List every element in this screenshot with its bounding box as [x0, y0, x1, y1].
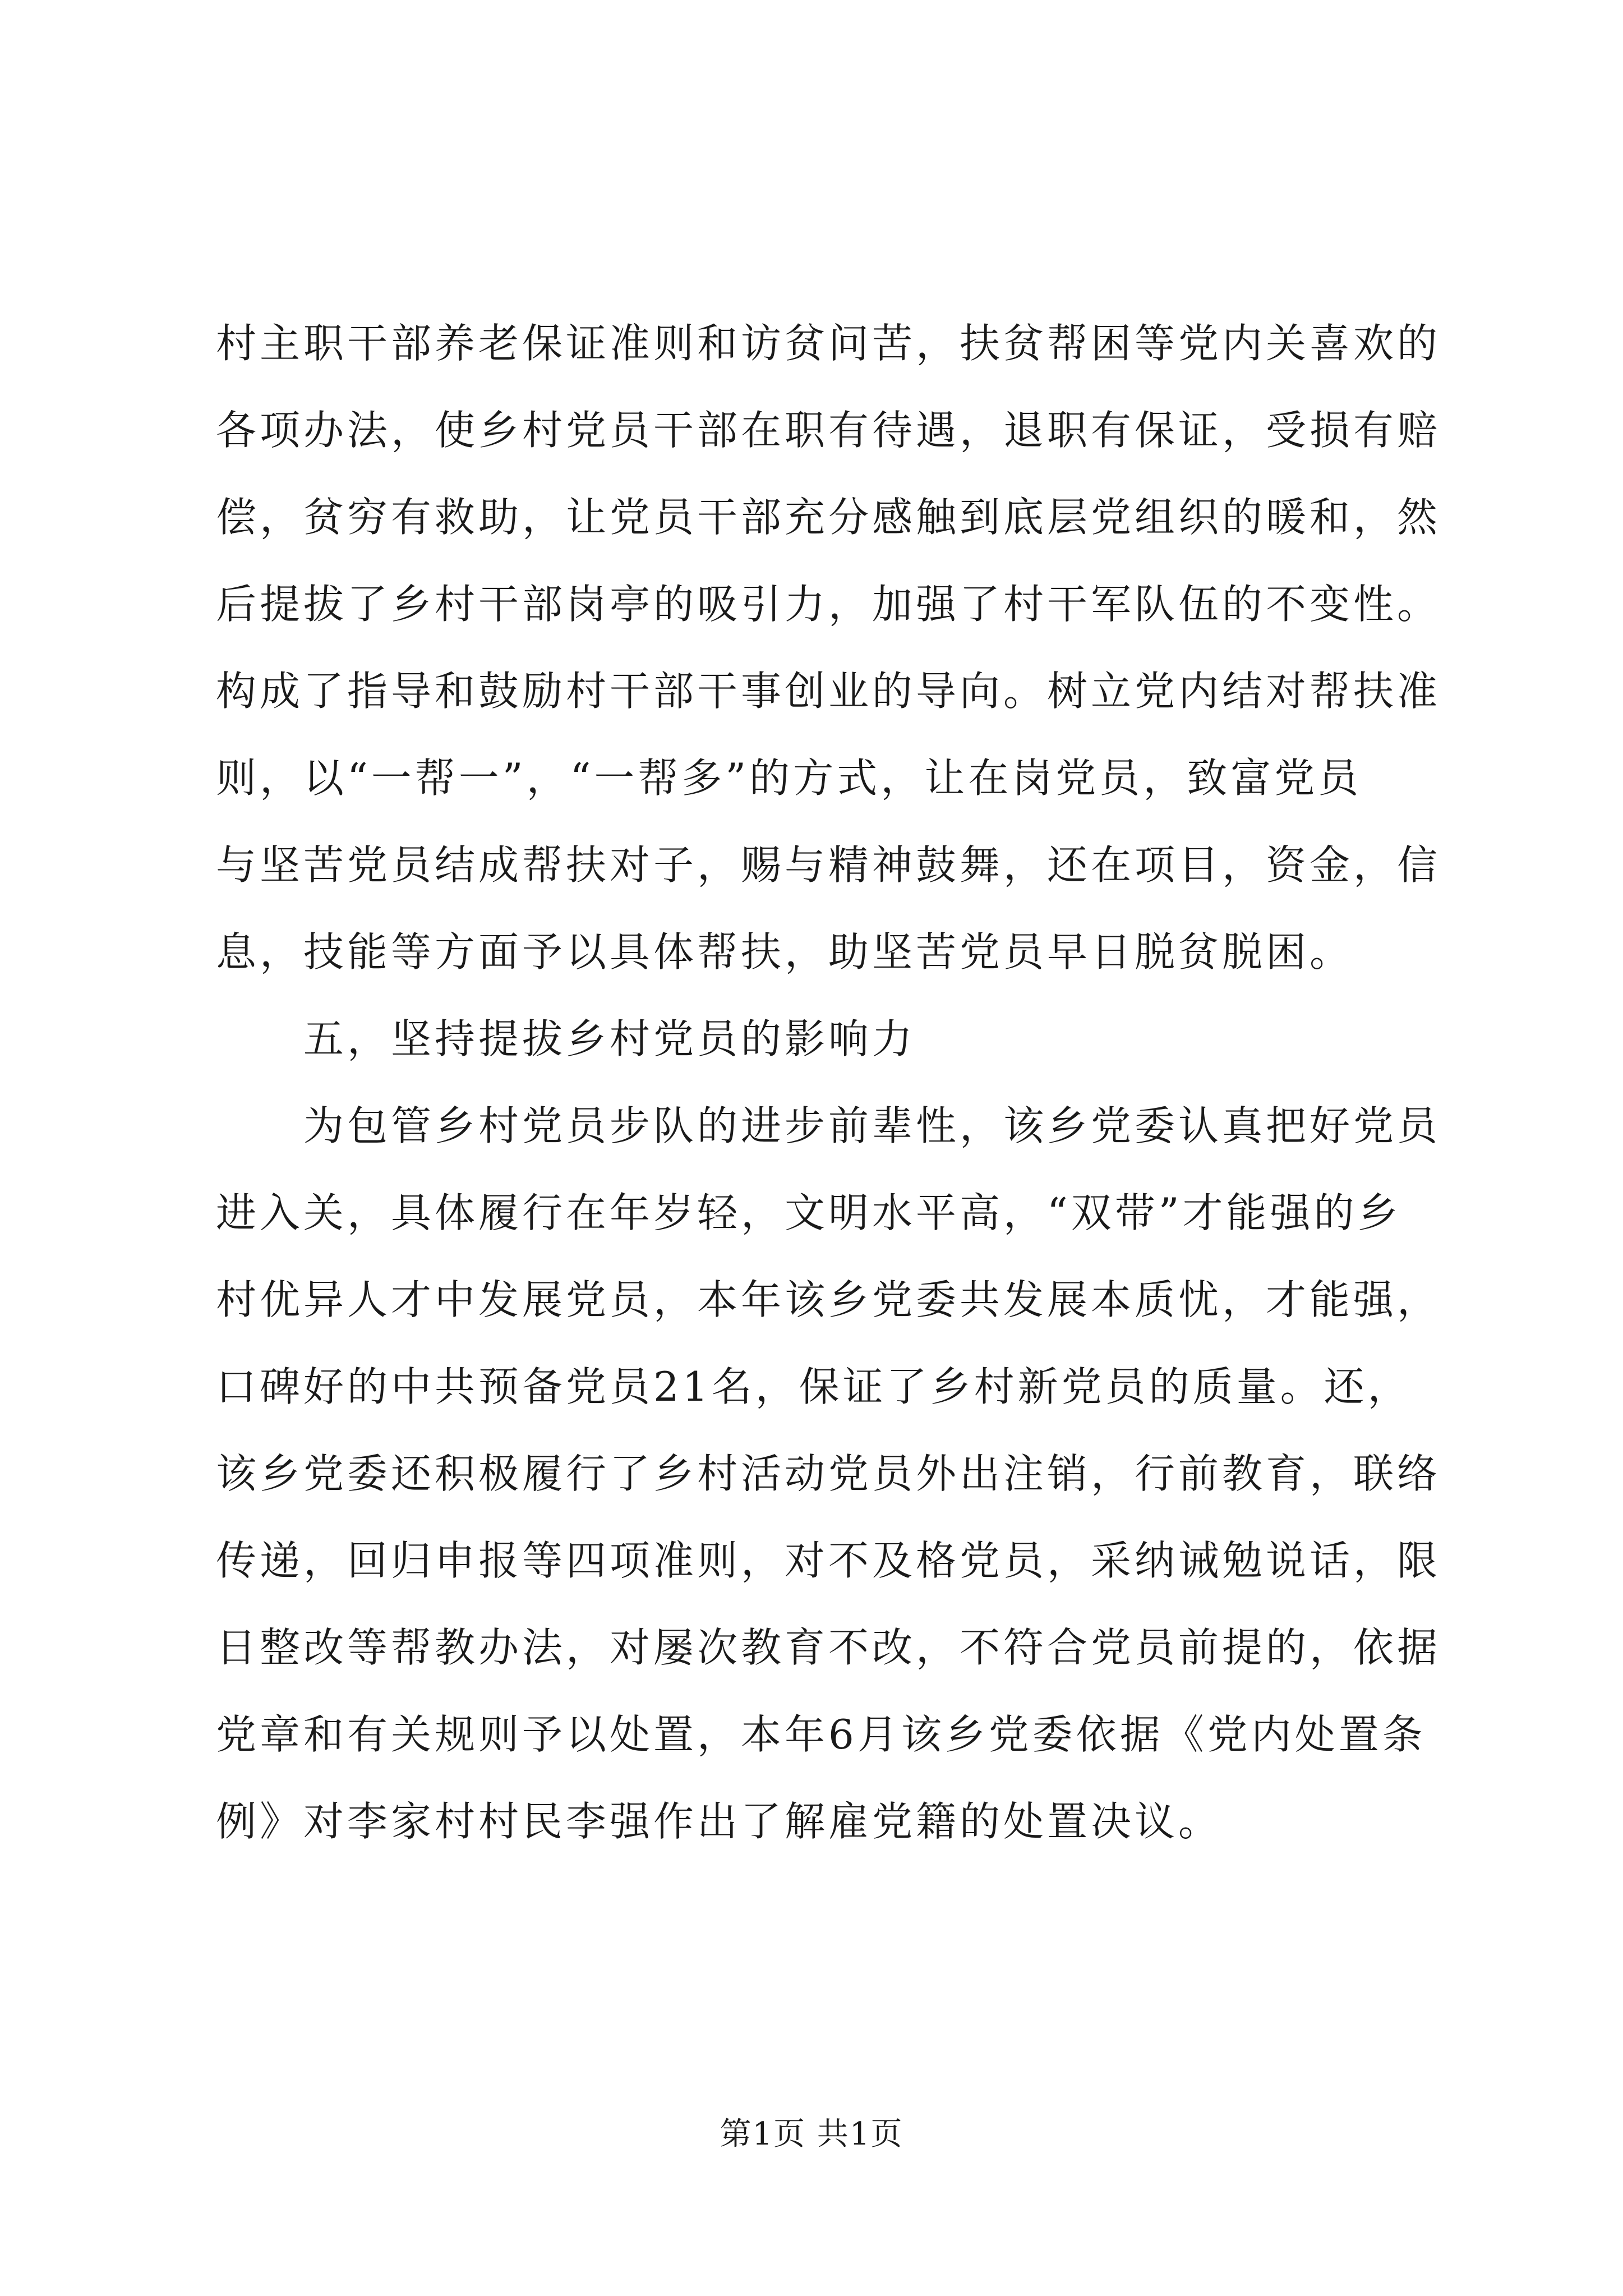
document-body [216, 300, 1441, 1865]
text-line: 村主职干部养老保证准则和访贫问苦，扶贫帮困等党内关喜欢的 [216, 320, 1441, 367]
text-line: 传递，回归申报等四项准则，对不及格党员，采纳诫勉说话，限 [216, 1537, 1441, 1584]
text-line: 该乡党委还积极履行了乡村活动党员外出注销，行前教育，联络 [216, 1450, 1441, 1497]
page-footer: 第1页 共1页 [720, 2116, 903, 2152]
text-line: 则，以“一帮一”，“一帮多”的方式，让在岗党员，致富党员 [216, 754, 1362, 802]
text-line: 村优异人才中发展党员，本年该乡党委共发展本质忧，才能强， [216, 1276, 1441, 1323]
text-line: 与坚苦党员结成帮扶对子，赐与精神鼓舞，还在项目，资金，信 [216, 841, 1441, 889]
text-line: 日整改等帮教办法，对屡次教育不改，不符合党员前提的，依据 [216, 1624, 1441, 1671]
text-line: 为包管乡村党员步队的进步前辈性，该乡党委认真把好党员 [216, 1102, 1441, 1149]
section-heading: 五，坚持提拔乡村党员的影响力 [216, 1015, 916, 1062]
text-line: 各项办法，使乡村党员干部在职有待遇，退职有保证，受损有赔 [216, 407, 1441, 454]
text-line: 口碑好的中共预备党员21名，保证了乡村新党员的质量。还， [216, 1363, 1412, 1410]
text-line: 构成了指导和鼓励村干部干事创业的导向。树立党内结对帮扶准 [216, 668, 1441, 715]
text-line: 例》对李家村村民李强作出了解雇党籍的处置决议。 [216, 1798, 1223, 1845]
text-line: 息，技能等方面予以具体帮扶，助坚苦党员早日脱贫脱困。 [216, 928, 1354, 976]
text-line: 偿，贫穷有救助，让党员干部充分感触到底层党组织的暖和，然 [216, 494, 1441, 541]
text-line: 党章和有关规则予以处置，本年6月该乡党委依据《党内处置条 [216, 1711, 1426, 1758]
text-line: 后提拔了乡村干部岗亭的吸引力，加强了村干军队伍的不变性。 [216, 581, 1441, 628]
text-line: 进入关，具体履行在年岁轻，文明水平高，“双带”才能强的乡 [216, 1189, 1401, 1236]
